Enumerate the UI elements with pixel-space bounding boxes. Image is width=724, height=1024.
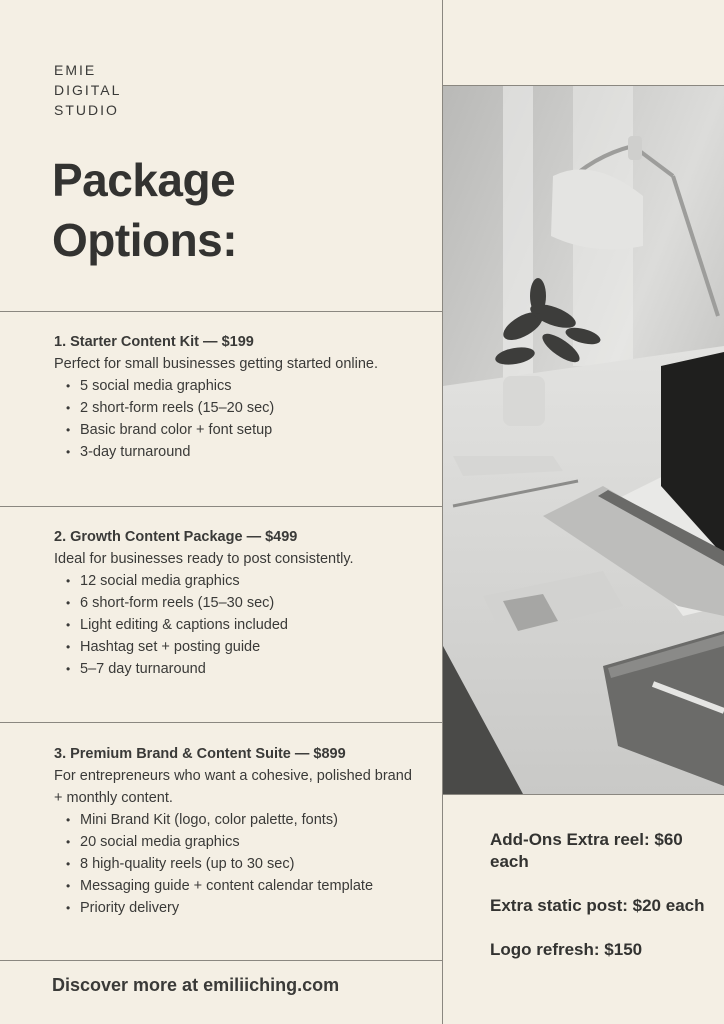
package-feature-list	[54, 809, 424, 919]
page-title	[52, 150, 237, 270]
list-item: • Mini Brand Kit (logo, color palette, fonts)	[80, 809, 424, 831]
page-title-line-2: Options:	[52, 214, 238, 266]
list-item: • Priority delivery	[80, 897, 424, 919]
package-title: 1. Starter Content Kit — $199	[54, 334, 254, 350]
divider-package-2	[0, 506, 442, 507]
list-item: • 5–7 day turnaround	[80, 658, 424, 680]
brand-line-1: EMIE	[54, 62, 97, 78]
list-item: • 20 social media graphics	[80, 831, 424, 853]
list-item: • 6 short-form reels (15–30 sec)	[80, 592, 424, 614]
divider-footer	[0, 960, 442, 961]
divider-addons	[443, 794, 724, 795]
list-item: • 12 social media graphics	[80, 570, 424, 592]
list-item: • 5 social media graphics	[80, 375, 424, 397]
package-description: For entrepreneurs who want a cohesive, polished brand + monthly content.	[54, 768, 412, 806]
page-title-line-1: Package	[52, 154, 236, 206]
desk-photo	[443, 86, 724, 794]
addons-section	[490, 829, 710, 983]
list-item: • Basic brand color + font setup	[80, 419, 424, 441]
divider-package-1	[0, 311, 442, 312]
addon-extra-reel: Add-Ons Extra reel: $60 each	[490, 830, 683, 871]
package-premium	[54, 743, 424, 919]
package-title: 3. Premium Brand & Content Suite — $899	[54, 746, 346, 762]
list-item: • Hashtag set + posting guide	[80, 636, 424, 658]
package-title: 2. Growth Content Package — $499	[54, 529, 298, 545]
package-feature-list	[54, 570, 424, 680]
package-description: Ideal for businesses ready to post consistently.	[54, 551, 354, 567]
package-feature-list	[54, 375, 424, 463]
package-description: Perfect for small businesses getting started online.	[54, 356, 378, 372]
list-item: • Messaging guide + content calendar template	[80, 875, 424, 897]
list-item: • Light editing & captions included	[80, 614, 424, 636]
list-item: • 2 short-form reels (15–20 sec)	[80, 397, 424, 419]
addon-extra-static-post: Extra static post: $20 each	[490, 896, 705, 915]
footer-website-link[interactable]: Discover more at emiliiching.com	[52, 975, 340, 995]
divider-package-3	[0, 722, 442, 723]
brand-logo-text	[54, 60, 121, 120]
addon-logo-refresh: Logo refresh: $150	[490, 940, 643, 959]
desk-photo-illustration	[443, 86, 724, 794]
list-item: • 3-day turnaround	[80, 441, 424, 463]
package-growth	[54, 526, 424, 680]
brand-line-2: DIGITAL	[54, 82, 122, 98]
package-starter	[54, 331, 424, 463]
list-item: • 8 high-quality reels (up to 30 sec)	[80, 853, 424, 875]
brand-line-3: STUDIO	[54, 102, 119, 118]
